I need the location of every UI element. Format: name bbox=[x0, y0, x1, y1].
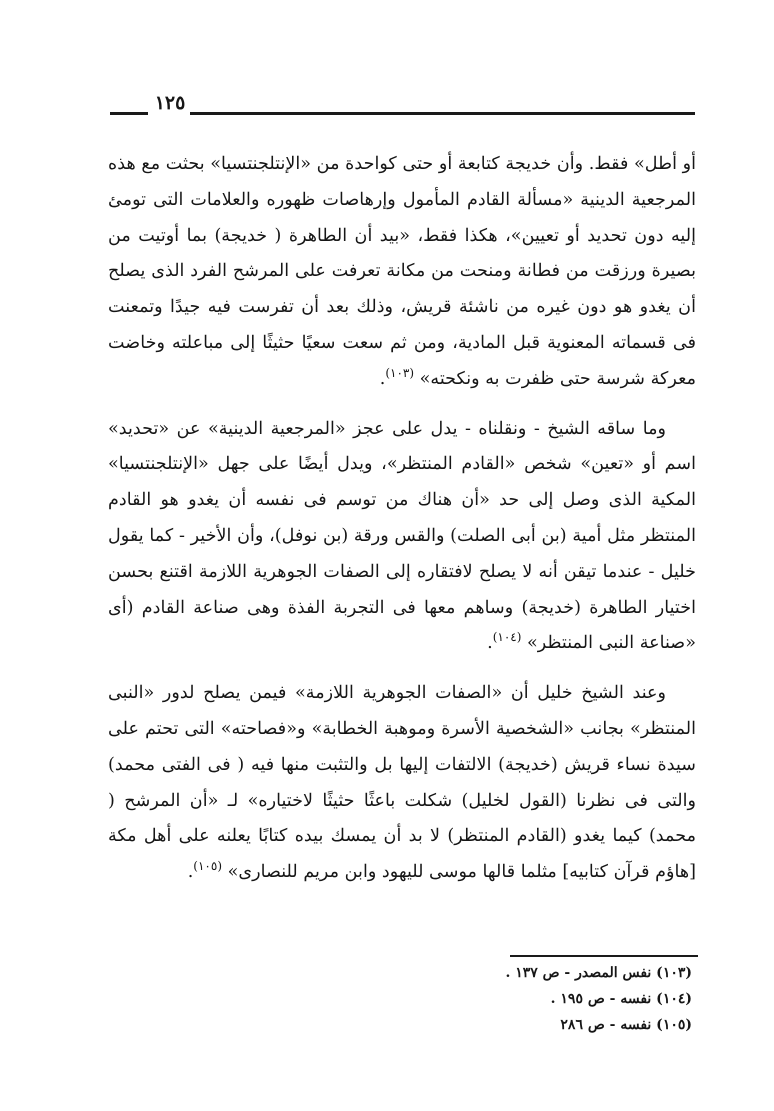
footnote-103: (١٠٣) نفس المصدر - ص ١٣٧ . bbox=[505, 965, 692, 981]
paragraph-1-text: أو أطل» فقط. وأن خديجة كتابعة أو حتى كواحدة من «الإنتلجنتسيا» بحثت مع هذه المرجعية الدينية «مسألة القادم المأمول وإرهاصات ظهوره والعلامات التى تومئ إليه دون تحديد أو تعيين»، هكذا فقط، «بيد أن الطاهرة ( خديجة) بما أوتيت من بصيرة ورزقت من فطانة ومنحت من مكانة تعرفت على المرشح الفرد الذى يصلح أن يغدو هو دون غيره من ناشئة قريش، وذلك بعد أن تفرست فيه جيدًا وتمعنت فى قسماته المعنوية قبل المادية، ومن ثم سعت سعيًا حثيثًا إلى مباعلته وخاضت معركة شرسة حتى ظفرت به ونكحته» bbox=[108, 154, 696, 389]
footnote-105: (١٠٥) نفسه - ص ٢٨٦ bbox=[560, 1017, 692, 1033]
paragraph-2-text: وما ساقه الشيخ - ونقلناه - يدل على عجز «المرجعية الدينية» عن «تحديد» اسم أو «تعين» شخص «القادم المنتظر»، ويدل أيضًا على جهل «الإنتلجنتسيا» المكية الذى وصل إلى حد «أن هناك من توسم فى نفسه أن يغدو هو القادم المنتظر مثل أمية (بن أبى الصلت) والقس ورقة (بن نوفل)، وأن الأخير - كما يقول خليل - عندما تيقن أنه لا يصلح لافتقاره إلى الصفات الجوهرية اللازمة اقتنع بحسن اختيار الطاهرة (خديجة) وساهم معها فى التجربة الفذة وهى صناعة القادم (أى «صناعة النبى المنتظر» bbox=[108, 418, 696, 654]
body-text bbox=[108, 147, 696, 891]
footnote-separator bbox=[510, 955, 698, 957]
header-rule-short bbox=[110, 112, 148, 115]
paragraph-3: وعند الشيخ خليل أن «الصفات الجوهرية اللازمة» فيمن يصلح لدور «النبى المنتظر» بجانب «الشخصية الأسرة وموهبة الخطابة» و«فصاحته» التى تحتم على سيدة نساء قريش (خديجة) الالتفات إليها بل والتثبت منها فيه ( فى الفتى محمد) والتى فى نظرنا (القول لخليل) شكلت باعثًا حثيثًا لاختياره» لـ «أن المرشح ( محمد) كيما يغدو (القادم المنتظر) لا بد أن يمسك بيده كتابًا يعلنه على أهل مكة [هاؤم قرآن كتابيه] مثلما قالها موسى لليهود وابن مريم للنصارى» $^{(١٠٥)}$. bbox=[108, 683, 696, 883]
header-rule-long bbox=[190, 112, 695, 115]
page-number: ١٢٥ bbox=[154, 92, 186, 114]
page-header bbox=[110, 92, 695, 122]
footnotes bbox=[392, 960, 692, 1038]
paragraph-2: وما ساقه الشيخ - ونقلناه - يدل على عجز «المرجعية الدينية» عن «تحديد» اسم أو «تعين» شخص «القادم المنتظر»، ويدل أيضًا على جهل «الإنتلجنتسيا» المكية الذى وصل إلى حد «أن هناك من توسم فى نفسه أن يغدو هو القادم المنتظر مثل أمية (بن أبى الصلت) والقس ورقة (بن نوفل)، وأن الأخير - كما يقول خليل - عندما تيقن أنه لا يصلح لافتقاره إلى الصفات الجوهرية اللازمة اقتنع بحسن اختيار الطاهرة (خديجة) وساهم معها فى التجربة الفذة وهى صناعة القادم (أى «صناعة النبى المنتظر» $^{(١٠٤)}$. bbox=[108, 418, 696, 654]
footnote-ref-104: (١٠٤) bbox=[492, 630, 522, 645]
footnote-ref-105: (١٠٥) bbox=[193, 859, 222, 874]
paragraph-3-text: وعند الشيخ خليل أن «الصفات الجوهرية اللازمة» فيمن يصلح لدور «النبى المنتظر» بجانب «الشخصية الأسرة وموهبة الخطابة» و«فصاحته» التى تحتم على سيدة نساء قريش (خديجة) الالتفات إليها بل والتثبت منها فيه ( فى الفتى محمد) والتى فى نظرنا (القول لخليل) شكلت باعثًا حثيثًا لاختياره» لـ «أن المرشح ( محمد) كيما يغدو (القادم المنتظر) لا بد أن يمسك بيده كتابًا يعلنه على أهل مكة [هاؤم قرآن كتابيه] مثلما قالها موسى لليهود وابن مريم للنصارى» bbox=[108, 683, 696, 883]
footnote-104: (١٠٤) نفسه - ص ١٩٥ . bbox=[550, 991, 692, 1007]
paragraph-1: أو أطل» فقط. وأن خديجة كتابعة أو حتى كواحدة من «الإنتلجنتسيا» بحثت مع هذه المرجعية الدينية «مسألة القادم المأمول وإرهاصات ظهوره والعلامات التى تومئ إليه دون تحديد أو تعيين»، هكذا فقط، «بيد أن الطاهرة ( خديجة) بما أوتيت من بصيرة ورزقت من فطانة ومنحت من مكانة تعرفت على المرشح الفرد الذى يصلح أن يغدو هو دون غيره من ناشئة قريش، وذلك بعد أن تفرست فيه جيدًا وتمعنت فى قسماته المعنوية قبل المادية، ومن ثم سعت سعيًا حثيثًا إلى مباعلته وخاضت معركة شرسة حتى ظفرت به ونكحته» $^{(١٠٣)}$. bbox=[108, 154, 696, 389]
footnote-ref-103: (١٠٣) bbox=[385, 365, 415, 380]
